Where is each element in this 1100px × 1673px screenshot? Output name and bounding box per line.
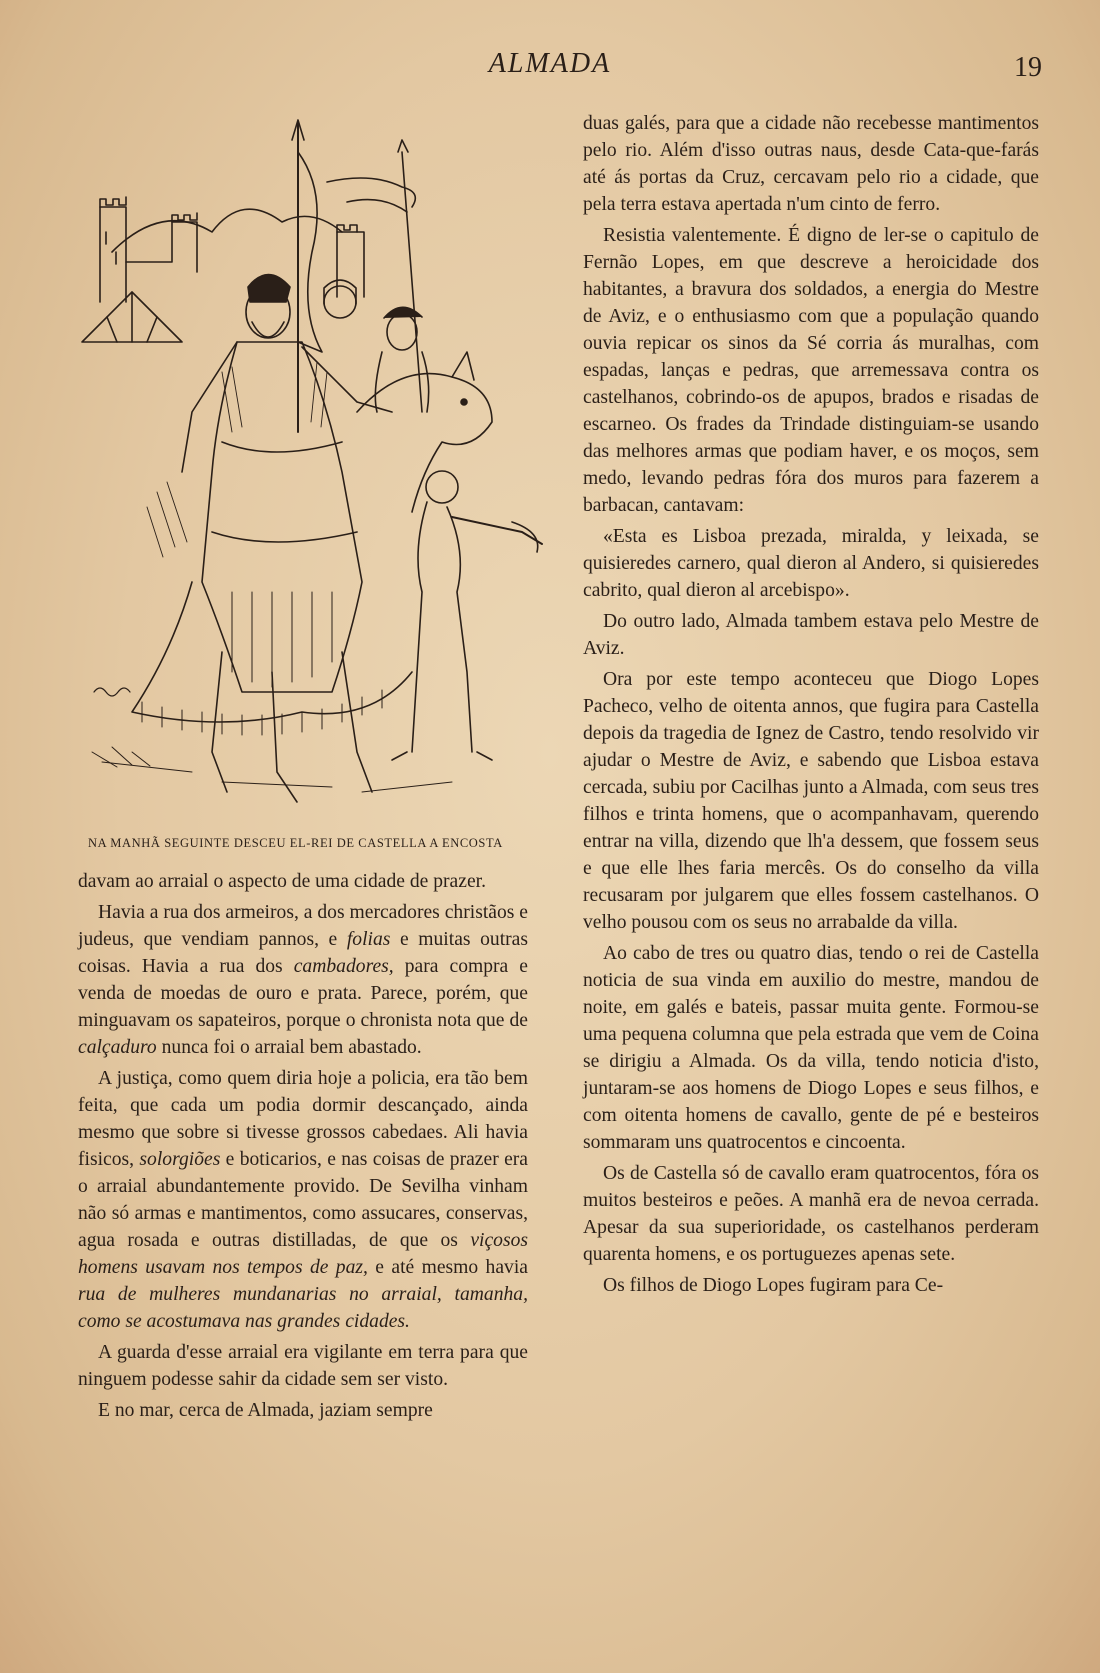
paragraph: Havia a rua dos armeiros, a dos mercadores christãos e judeus, que vendiam pannos, e folias e muitas outras coisas. Havia a rua dos cambadores, para compra e venda de moedas de ouro e prata. Parece, porém, que minguavam os sapateiros, porque o chronista nota que de calçaduro nunca foi o arraial bem abastado. — [78, 902, 528, 1058]
page-number: 19 — [1014, 52, 1042, 83]
paragraph: Ora por este tempo aconteceu que Diogo Lopes Pacheco, velho de oitenta annos, que fugira para Castella depois da tragedia de Ignez de Castro, tendo resolvido vir ajudar o Mestre de Aviz, e sabendo que Lisboa estava cercada, subiu por Cacilhas junto a Almada, com seus tres filhos e trinta homens, que o acompanhavam, querendo entrar na villa, dizendo que lh'a dessem, que fossem seus e que elle lhes faria mercês. Os do conselho da villa recusaram por julgarem que elles fossem castelhanos. O velho pousou com os seus no arrabalde da villa. — [583, 669, 1039, 933]
running-title: ALMADA — [488, 48, 612, 79]
paragraph: A justiça, como quem diria hoje a policia, era tão bem feita, que cada um podia dormir descançado, ainda mesmo que sobre si tivesse grossos cabedaes. Ali havia fisicos, solorgiões e boticarios, e nas coisas de prazer era o arraial abundantemente provido. De Sevilha vinham não só armas e mantimentos, como assucares, conservas, agua rosada e outras distilladas, de que os viçosos homens usavam nos tempos de paz, e até mesmo havia rua de mulheres mundanarias no arraial, tamanha, como se acostumava nas grandes cidades. — [78, 1068, 528, 1332]
paragraph: Os de Castella só de cavallo eram quatrocentos, fóra os muitos besteiros e peões. A manhã era de nevoa cerrada. Apesar da sua superioridade, os castelhanos perderam quarenta homens, e os portuguezes apenas sete. — [583, 1163, 1039, 1265]
paragraph: Do outro lado, Almada tambem estava pelo Mestre de Aviz. — [583, 611, 1039, 659]
quoted-song: «Esta es Lisboa prezada, miralda, y leixada, se quisieredes carnero, qual dieron al Andero, si quisieredes cabrito, qual dieron al arcebispo». — [583, 526, 1039, 601]
paragraph: duas galés, para que a cidade não recebesse mantimentos pelo rio. Além d'isso outras naus, desde Cata-que-farás até ás portas da Cruz, cercavam pelo rio a cidade, que pela terra estava apertada n'um cinto de ferro. — [583, 113, 1039, 215]
paragraph: davam ao arraial o aspecto de uma cidade de prazer. — [78, 871, 486, 892]
paragraph: Resistia valentemente. É digno de ler-se o capitulo de Fernão Lopes, em que descreve a heroicidade dos habitantes, a bravura dos soldados, a energia do Mestre de Aviz, e o enthusiasmo com que a população quando ouvia repicar os sinos da Sé corria ás muralhas, com espadas, lanças e pedras, que arremessava contra os castelhanos, cobrindo-os de apupos, brados e risadas de escarneo. Os frades da Trindade distinguiam-se usando das melhores armas que podiam haver, e os moços, sem medo, levando pedras fóra dos muros para fazerem a barbacan, cantavam: — [583, 225, 1039, 516]
right-text-column — [583, 110, 1039, 1303]
paragraph: A guarda d'esse arraial era vigilante em terra para que ninguem podesse sahir da cidade sem ser visto. — [78, 1342, 528, 1390]
paragraph: Ao cabo de tres ou quatro dias, tendo o rei de Castella noticia de sua vinda em auxilio do mestre, mandou de noite, em galés e bateis, passar muita gente. Formou-se uma pequena columna que pela estrada que vem de Coina se dirigiu a Almada. Os da villa, tendo noticia d'isto, juntaram-se aos homens de Diogo Lopes e seus filhos, e com oitenta homens de cavallo, gente de pé e besteiros sommaram uns quatrocentos e cincoenta. — [583, 943, 1039, 1153]
left-text-column — [78, 868, 528, 1428]
engraving-king-on-horseback — [72, 112, 560, 812]
illustration-caption: NA MANHÃ SEGUINTE DESCEU EL-REI DE CASTELLA A ENCOSTA — [88, 836, 503, 850]
paragraph: Os filhos de Diogo Lopes fugiram para Ce- — [603, 1275, 944, 1296]
paragraph: E no mar, cerca de Almada, jaziam sempre — [98, 1400, 433, 1421]
